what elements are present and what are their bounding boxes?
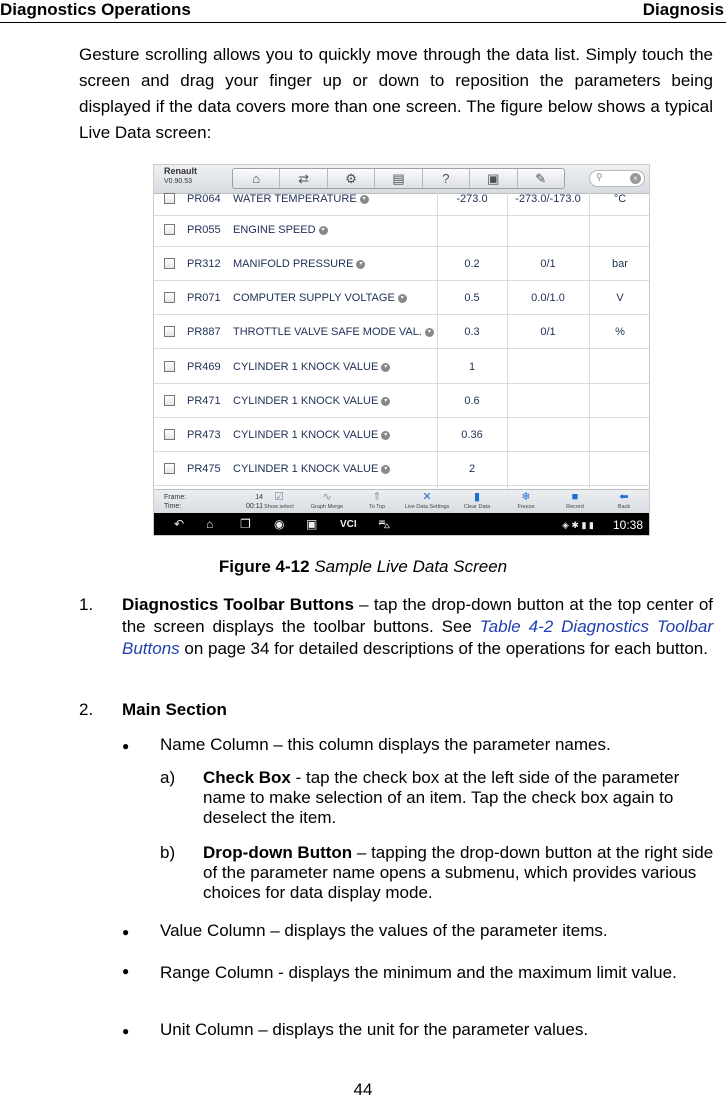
parameter-range: 0.0/1.0 (531, 292, 565, 304)
parameter-name-cell (233, 224, 328, 236)
item-1-number: 1. (79, 595, 94, 614)
parameter-name-cell (233, 292, 407, 304)
check-box-desc: - tap the check box at the left side of the parameter name to make selection of an item. Tap the check box again to deselect the item. (203, 768, 680, 827)
save-icon[interactable]: ▣ (470, 169, 517, 188)
button-label: Graph Merge (310, 504, 344, 510)
car-icon[interactable]: ⛍ (378, 517, 391, 531)
button-label: To Top (368, 504, 386, 510)
check-box-term: Check Box (203, 768, 291, 787)
parameter-code: PR473 (187, 429, 221, 441)
tools-icon: ✕ (422, 491, 432, 503)
bullet-value-column: Value Column – displays the values of the parameter items. (160, 921, 608, 940)
parameter-value: 0.5 (464, 292, 480, 304)
parameter-unit: bar (612, 258, 628, 270)
parameter-code: PR469 (187, 361, 221, 373)
time-value: 00:11 (246, 503, 263, 510)
table-row (154, 281, 650, 315)
dropdown-icon[interactable]: ▾ (356, 260, 365, 269)
parameter-code: PR055 (187, 224, 221, 236)
button-label: Show select (264, 504, 294, 510)
dropdown-icon[interactable]: ▾ (381, 465, 390, 474)
intro-paragraph: Gesture scrolling allows you to quickly move through the data list. Simply touch the screen and drag your finger up or down to reposition the parameters being displayed if the data covers more than one screen. The figure below shows a typical Live Data screen: (79, 45, 713, 142)
parameter-name: WATER TEMPERATURE (233, 193, 357, 205)
row-checkbox[interactable] (164, 224, 175, 235)
graph-merge-button[interactable] (302, 491, 352, 510)
button-label: Live Data Settings (404, 504, 450, 510)
clear-data-button[interactable] (452, 491, 502, 510)
back-arrow-icon: ⬅ (619, 491, 629, 503)
parameter-code: PR887 (187, 326, 221, 338)
button-label: Back (617, 504, 631, 510)
screenshot-icon[interactable]: ▣ (306, 517, 318, 531)
dropdown-icon[interactable]: ▾ (425, 328, 434, 337)
parameter-unit: °C (613, 193, 627, 205)
record-button[interactable] (550, 491, 600, 510)
time-label: Time: (164, 503, 182, 510)
dropdown-icon[interactable]: ▾ (381, 363, 390, 372)
bullet-icon: ● (122, 964, 130, 978)
frame-value: 14 (255, 494, 263, 501)
recent-apps-icon[interactable]: ❐ (240, 517, 251, 531)
row-checkbox[interactable] (164, 193, 175, 204)
bullet-icon: ● (122, 739, 130, 753)
header-chapter-title: Diagnosis (642, 0, 724, 19)
search-icon: ⚲ (596, 172, 603, 182)
table-row (154, 213, 650, 247)
item-2-number: 2. (79, 700, 94, 719)
table-row (154, 182, 650, 216)
header-section-title: Diagnostics Operations (0, 0, 191, 19)
bullet-unit-column: Unit Column – displays the unit for the parameter values. (160, 1020, 589, 1039)
page-number: 44 (353, 1080, 373, 1099)
parameter-value: 0.36 (461, 429, 483, 441)
drop-down-term: Drop-down Button (203, 843, 353, 862)
live-data-screenshot (153, 164, 650, 536)
bullet-icon: ● (122, 1024, 130, 1038)
button-label: Freeze (517, 504, 535, 510)
printer-icon[interactable]: ▤ (375, 169, 422, 188)
row-checkbox[interactable] (164, 463, 175, 474)
sub-a-text (203, 768, 723, 828)
parameter-name-cell (233, 463, 390, 475)
frame-time-labels (164, 493, 186, 511)
dropdown-icon[interactable]: ▾ (381, 397, 390, 406)
row-checkbox[interactable] (164, 258, 175, 269)
parameter-value: 0.2 (464, 258, 480, 270)
bullet-icon: ● (122, 925, 130, 939)
parameter-name-cell (233, 193, 369, 205)
row-checkbox[interactable] (164, 361, 175, 372)
row-checkbox[interactable] (164, 326, 175, 337)
video-camera-icon: ■ (571, 491, 579, 503)
parameter-value: 0.3 (464, 326, 480, 338)
item-1-title: Diagnostics Toolbar Buttons (122, 595, 354, 614)
frame-label: Frame: (164, 494, 187, 501)
page-header (0, 0, 726, 23)
figure-title: Sample Live Data Screen (314, 557, 508, 576)
live-data-settings-button[interactable] (402, 491, 452, 510)
parameter-name-cell (233, 326, 434, 338)
table-row (154, 384, 650, 418)
parameter-name: CYLINDER 1 KNOCK VALUE (233, 463, 379, 475)
sub-b-label: b) (160, 843, 176, 862)
parameter-unit: % (615, 326, 625, 338)
dropdown-icon[interactable]: ▾ (398, 294, 407, 303)
graph-icon: ∿ (322, 491, 332, 503)
status-icons: ◈ ✱ ▮ ▮ (562, 520, 594, 530)
parameter-name: MANIFOLD PRESSURE (233, 258, 354, 270)
bullet-range-column: Range Column - displays the minimum and the maximum limit value. (160, 963, 677, 982)
to-top-button[interactable] (352, 491, 402, 510)
home-icon[interactable]: ⌂ (206, 517, 214, 531)
help-icon[interactable]: ? (423, 169, 470, 188)
checkmark-icon: ☑ (274, 491, 284, 503)
table-row (154, 315, 650, 349)
status-clock: 10:38 (612, 518, 643, 532)
screen-bottom-bar (154, 489, 650, 514)
android-navigation-bar (154, 513, 650, 536)
parameter-code: PR475 (187, 463, 221, 475)
button-label: Record (566, 504, 584, 510)
dropdown-icon[interactable]: ▾ (360, 195, 369, 204)
parameter-range: -273.0/-173.0 (515, 193, 581, 205)
arrow-up-icon: ⇑ (372, 491, 382, 503)
table-reference-link[interactable]: Table 4-2 Diagnostics Toolbar Buttons (122, 617, 714, 658)
item-1-desc-end: on page 34 for detailed descriptions of the operations for each button. (179, 639, 708, 658)
parameter-name: ENGINE SPEED (233, 224, 316, 236)
parameter-range: 0/1 (540, 258, 556, 270)
bullet-name-column: Name Column – this column displays the parameter names. (160, 735, 611, 754)
vci-icon[interactable]: VCI (340, 519, 357, 530)
software-version: V0.90.53 (164, 178, 193, 185)
item-1-text (122, 594, 713, 660)
camera-icon[interactable]: ◉ (274, 517, 285, 531)
item-1-desc: – tap the drop-down button at the top center of the screen displays the toolbar buttons. See (122, 595, 713, 636)
parameter-name-cell (233, 429, 390, 441)
row-checkbox[interactable] (164, 292, 175, 303)
figure-label: Figure 4-12 (218, 557, 310, 576)
parameter-name: THROTTLE VALVE SAFE MODE VAL. (233, 326, 422, 338)
table-row (154, 452, 650, 486)
parameter-name-cell (233, 361, 390, 373)
dropdown-icon[interactable]: ▾ (319, 226, 328, 235)
table-row (154, 418, 650, 452)
dropdown-icon[interactable]: ▾ (381, 431, 390, 440)
parameter-code: PR471 (187, 395, 221, 407)
drop-down-desc: – tapping the drop-down button at the right side of the parameter name opens a submenu, which provides various choices for data display mode. (203, 843, 714, 902)
parameter-value: 2 (468, 463, 476, 475)
sub-b-text (203, 843, 723, 903)
back-button[interactable] (599, 491, 649, 510)
parameter-name: CYLINDER 1 KNOCK VALUE (233, 395, 379, 407)
gear-icon[interactable]: ⚙ (328, 169, 375, 188)
clear-icon[interactable]: × (630, 173, 641, 184)
parameter-value: 1 (468, 361, 476, 373)
button-label: Clear Data (463, 504, 491, 510)
item-2-title-text: Main Section (122, 700, 227, 719)
home-icon[interactable]: ⌂ (233, 169, 280, 188)
row-checkbox[interactable] (164, 395, 175, 406)
figure-caption (0, 557, 726, 577)
parameter-name: COMPUTER SUPPLY VOLTAGE (233, 292, 395, 304)
item-2-title (122, 699, 713, 721)
parameter-range: 0/1 (540, 326, 556, 338)
parameter-value: -273.0 (456, 193, 488, 205)
row-checkbox[interactable] (164, 429, 175, 440)
parameter-code: PR064 (187, 193, 221, 205)
trash-icon: ▮ (473, 491, 481, 503)
brand-name: Renault (164, 166, 198, 176)
back-icon[interactable]: ↶ (174, 517, 185, 531)
parameter-name-cell (233, 258, 365, 270)
snowflake-icon: ❄ (521, 491, 531, 503)
parameter-name: CYLINDER 1 KNOCK VALUE (233, 429, 379, 441)
table-row (154, 350, 650, 384)
show-select-button[interactable] (254, 491, 304, 510)
parameter-code: PR071 (187, 292, 221, 304)
parameter-code: PR312 (187, 258, 221, 270)
sub-a-label: a) (160, 768, 176, 787)
table-row (154, 247, 650, 281)
parameter-unit: V (616, 292, 624, 304)
parameter-name-cell (233, 395, 390, 407)
freeze-button[interactable] (501, 491, 551, 510)
vehicle-swap-icon[interactable]: ⇄ (280, 169, 327, 188)
parameter-name: CYLINDER 1 KNOCK VALUE (233, 361, 379, 373)
pen-icon[interactable]: ✎ (535, 170, 547, 186)
parameter-value: 0.6 (464, 395, 480, 407)
